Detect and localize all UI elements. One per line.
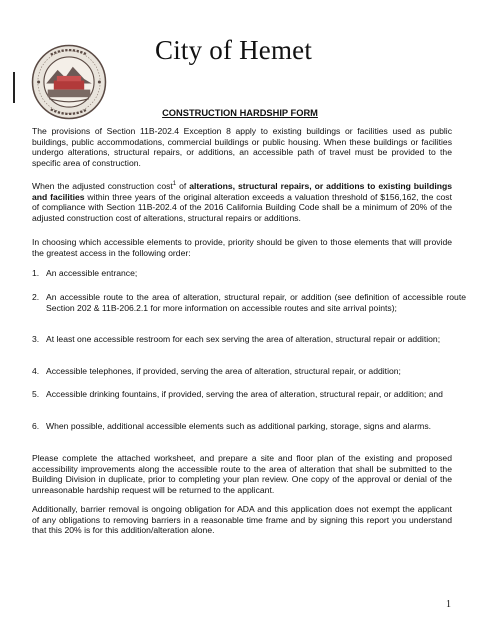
list-text: Accessible drinking fountains, if provided, serving the area of alteration, structural repair, or addition; and [46,389,443,399]
threshold-lead: When the adjusted construction cost [32,181,173,191]
list-item [32,421,466,432]
list-item [32,366,466,377]
city-title: City of Hemet [155,35,313,65]
list-item [32,292,466,313]
list-number: 5. [32,389,40,399]
threshold-rest: within three years of the original alteration exceeds a valuation threshold of $156,162, the cost of compliance with Section 11B-202.4 of the 2016 California Building Code shall be a minimum of 20% of the adjusted construction cost of alterations, structural repairs or additions. [32,191,452,223]
list-number: 3. [32,334,40,344]
paragraph-priority-intro: In choosing which accessible elements to provide, priority should be given to those elements that will provide the greatest access in the following order: [32,237,452,258]
list-item [32,334,466,345]
page-number: 1 [446,599,451,610]
form-title: CONSTRUCTION HARDSHIP FORM [162,108,318,118]
paragraph-submission: Please complete the attached worksheet, and prepare a site and floor plan of the existing and proposed accessibility improvements along the accessible route to the area of alteration that shall be submitted to the Building Division in duplicate, prior to completing your plan review. One copy of the approval or denial of the unreasonable hardship request will be returned to the applicant. [32,453,452,495]
list-text: Accessible telephones, if provided, serving the area of alteration, structural repair, or addition; [46,366,401,376]
paragraph-scope: The provisions of Section 11B-202.4 Exception 8 apply to existing buildings or facilities used as public buildings, public accommodations, commercial buildings or public housing. When these buildings or facilities undergo alterations, structural repairs, or additions, an accessible path of travel must be provided to the specific area of construction. [32,126,452,168]
list-item [32,389,466,400]
paragraph-barrier-removal: Additionally, barrier removal is ongoing obligation for ADA and this application does not exempt the applicant of any obligations to removing barriers in a reasonable time frame and by signing this report you understand that this 20% is for this addition/alteration alone. [32,504,452,536]
list-number: 2. [32,292,40,302]
list-item [32,268,466,279]
threshold-of: of [176,181,190,191]
list-text: When possible, additional accessible elements such as additional parking, storage, signs and alarms. [46,421,432,431]
list-text: An accessible entrance; [46,268,138,278]
change-bar [13,72,15,103]
list-number: 4. [32,366,40,376]
paragraph-threshold [32,181,452,223]
list-text: At least one accessible restroom for each sex serving the area of alteration, structural repair or addition; [46,334,441,344]
threshold-bold: alterations, structural repairs, or additions to existing buildings and facilities [32,181,452,202]
list-number: 1. [32,268,40,278]
list-text: An accessible route to the area of alteration, structural repair, or addition (see definition of accessible route Section 202 & 11B-206.2.1 for more information on accessible routes and site arrival points); [46,292,466,313]
footnote-mark: 1 [172,181,177,188]
list-number: 6. [32,421,40,431]
